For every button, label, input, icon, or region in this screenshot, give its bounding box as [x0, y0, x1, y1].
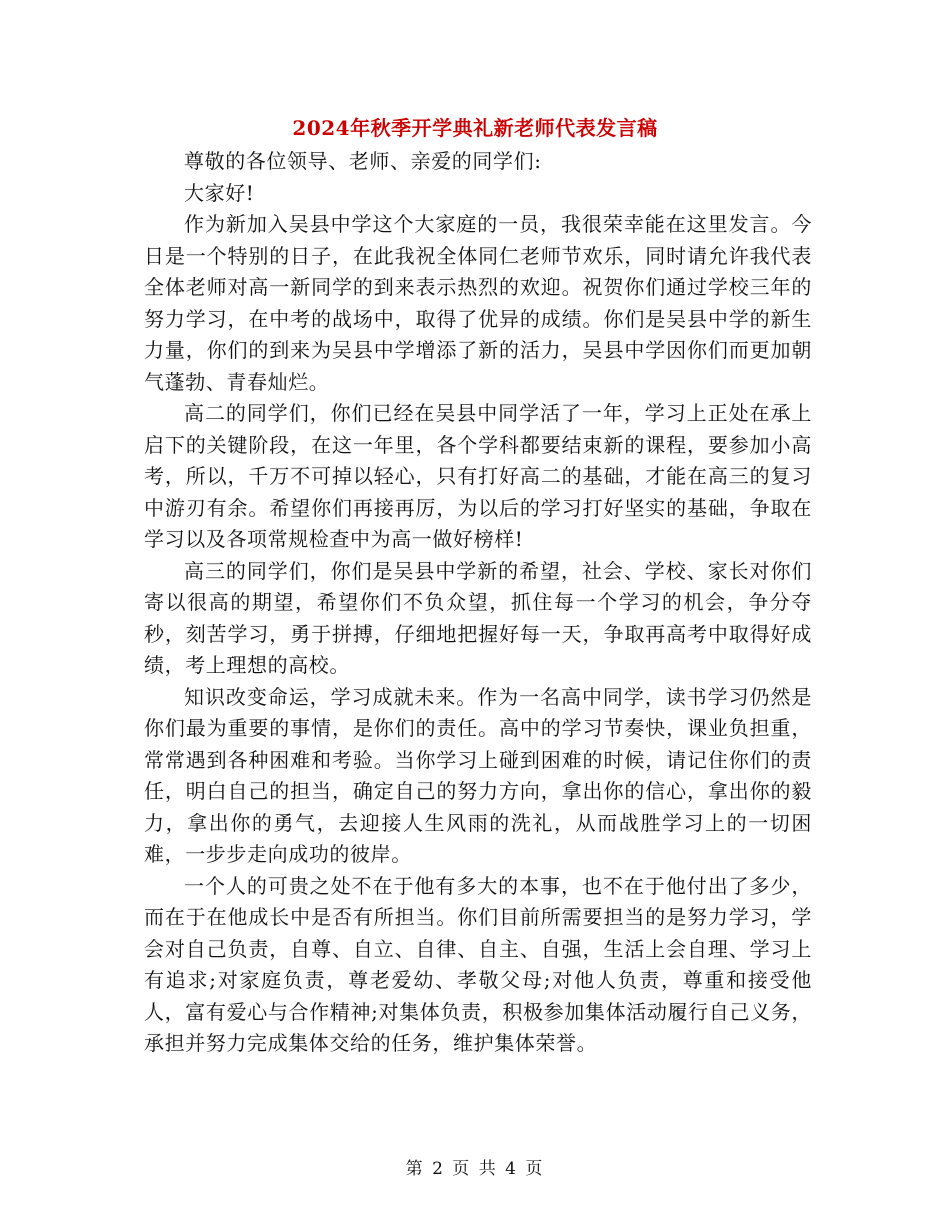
document-title: 2024年秋季开学典礼新老师代表发言稿	[292, 116, 658, 140]
paragraph-welcome: 作为新加入吴县中学这个大家庭的一员，我很荣幸能在这里发言。今日是一个特别的日子，在此我祝全体同仁老师节欢乐，同时请允许我代表全体老师对高一新同学的到来表示热烈的欢迎。祝贺你们通过学校三年的努力学习，在中考的战场中，取得了优异的成绩。你们是吴县中学的新生力量，你们的到来为吴县中学增添了新的活力，吴县中学因你们而更加朝气蓬勃、青春灿烂。	[144, 212, 812, 394]
paragraph-greeting: 大家好!	[184, 180, 255, 205]
paragraph-responsibility: 一个人的可贵之处不在于他有多大的本事，也不在于他付出了多少，而在于在他成长中是否有所担当。你们目前所需要担当的是努力学习，学会对自己负责，自尊、自立、自律、自主、自强，生活上会自理、学习上有追求;对家庭负责，尊老爱幼、孝敬父母;对他人负责，尊重和接受他人，富有爱心与合作精神;对集体负责，积极参加集体活动履行自己义务，承担并努力完成集体交给的任务，维护集体荣誉。	[144, 873, 812, 1055]
page-number: 第 2 页 共 4 页	[405, 1159, 545, 1179]
paragraph-grade-two: 高二的同学们，你们已经在吴县中同学活了一年，学习上正处在承上启下的关键阶段，在这一年里，各个学科都要结束新的课程，要参加小高考，所以，千万不可掉以轻心，只有打好高二的基础，才能在高三的复习中游刃有余。希望你们再接再厉，为以后的学习打好坚实的基础，争取在学习以及各项常规检查中为高一做好榜样!	[144, 401, 812, 551]
paragraph-salutation: 尊敬的各位领导、老师、亲爱的同学们:	[184, 149, 542, 173]
paragraph-grade-three: 高三的同学们，你们是吴县中学新的希望，社会、学校、家长对你们寄以很高的期望，希望你们不负众望，抓住每一个学习的机会，争分夺秒，刻苦学习，勇于拼搏，仔细地把握好每一天，争取再高考中取得好成绩，考上理想的高校。	[144, 558, 812, 677]
paragraph-knowledge: 知识改变命运，学习成就未来。作为一名高中同学，读书学习仍然是你们最为重要的事情，是你们的责任。高中的学习节奏快，课业负担重，常常遇到各种困难和考验。当你学习上碰到困难的时候，请记住你们的责任，明白自己的担当，确定自己的努力方向，拿出你的信心，拿出你的毅力，拿出你的勇气，去迎接人生风雨的洗礼，从而战胜学习上的一切困难，一步步走向成功的彼岸。	[144, 684, 812, 866]
document-body	[144, 146, 812, 1060]
